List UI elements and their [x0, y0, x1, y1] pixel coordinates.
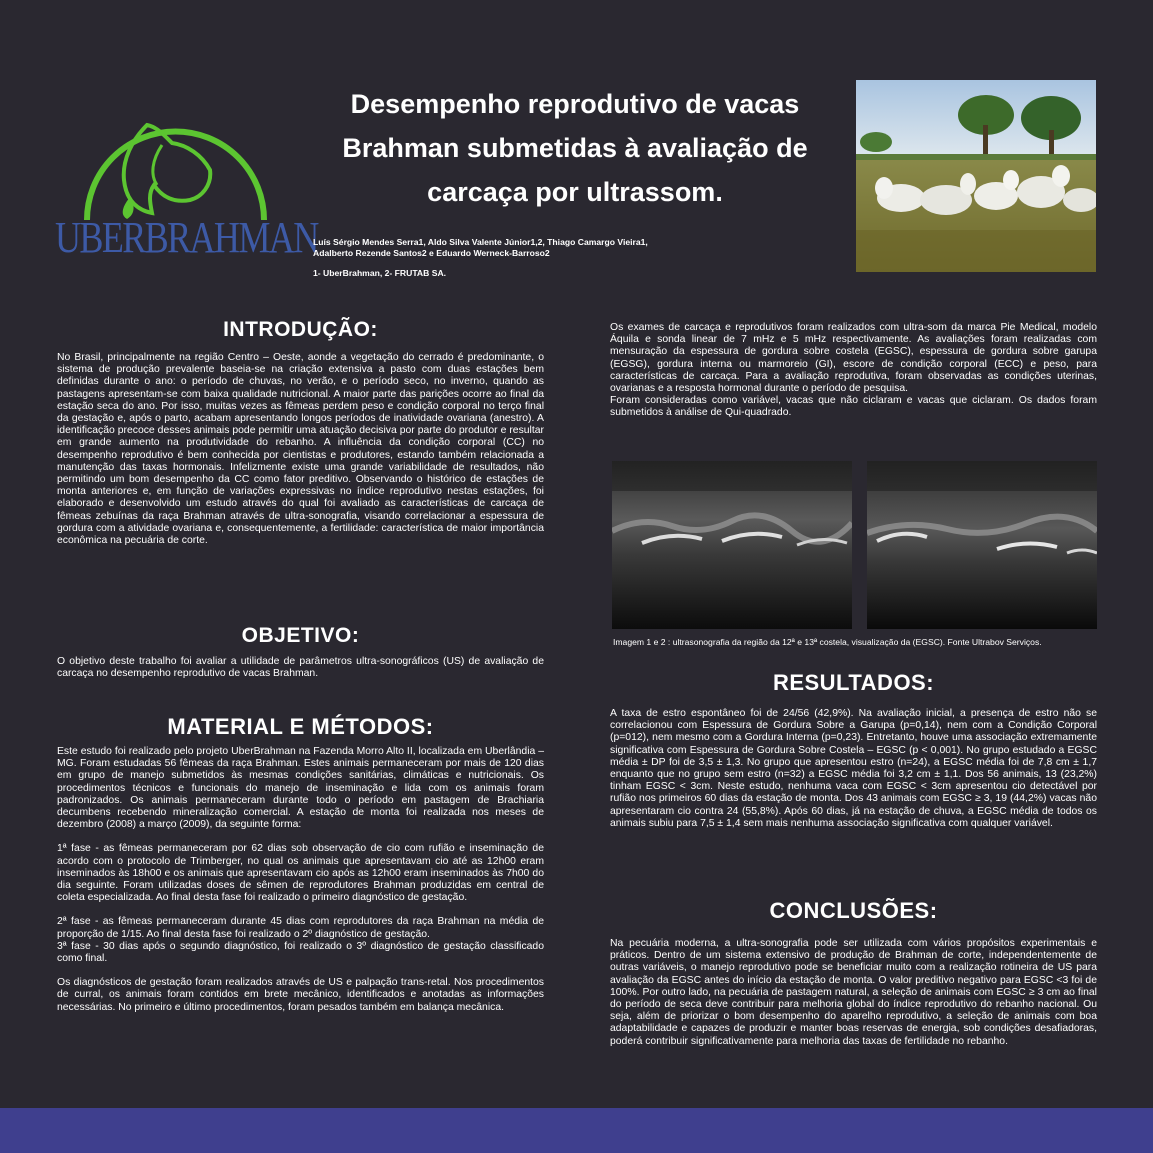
ultrasound-image-2: [867, 461, 1097, 629]
right-intro-p2: Foram consideradas como variável, vacas que não ciclaram e vacas que ciclaram. Os dados foram submetidos à análise de Qui-quadrado.: [610, 395, 1097, 419]
resultados-heading: RESULTADOS:: [772, 670, 935, 695]
authors: [313, 237, 833, 259]
conclusoes-heading: CONCLUSÕES:: [769, 898, 938, 923]
metodos-p1: Este estudo foi realizado pelo projeto UberBrahman na Fazenda Morro Alto II, localizada em Uberlândia – MG. Foram estudadas 56 fêmeas da raça Brahman. Estes animais permaneceram por mais de 120 dias em grupo de manejo submetidos às mesmas condições sanitárias, climáticas e nutricionais. Os procedimentos técnicos e funcionais do manejo de inseminação e lida com os animais foram padronizados. Os animais permaneceram durante todo o período em pastagem de Brachiaria decumbens recebendo mineralização comercial. A estação de monta foi realizada nos meses de dezembro (2008) a março (2009), da seguinte forma:: [57, 746, 544, 831]
authors-line-1: Luís Sérgio Mendes Serra1, Aldo Silva Valente Júnior1,2, Thiago Camargo Vieira1,: [313, 237, 648, 247]
metodos-section: [57, 714, 544, 1014]
introducao-text: No Brasil, principalmente na região Centro – Oeste, aonde a vegetação do cerrado é predominante, o sistema de produção prevalente baseia-se na criação extensiva a pasto com duas estações bem definidas durante o ano: o período de chuvas, no verão, e o período seco, no inverno, quando as pastagens apresentam-se com baixa qualidade nutricional. A maior parte das parições ocorre ao final da estação seca do ano. Por isso, muitas vezes as fêmeas perdem peso e condição corporal no terço final da gestação e, após o parto, acabam apresentando longos períodos de inatividade ovariana (anestro). A identificação precoce desses animais pode permitir uma atuação decisiva por parte do produtor e resultar em grande aumento na produtividade do rebanho. A influência da condição corporal (CC) no desempenho reprodutivo é bem conhecida por cientistas e produtores, estando também relacionada a manutenção das taxas hormonais. Infelizmente existe uma grande variabilidade de resultados, não permitindo um bom desempenho da CC como fator preditivo. Observando o histórico de estações de monta anteriores e, em função de variações expressivas no índice reprodutivo nestas estações, foi elaborado e desenvolvido um estudo através do qual foi avaliado as características de carcaça de fêmeas zebuínas da raça Brahman através de ultra-sonografia, visando correlacionar a espessura de gordura com a atividade ovariana e, consequentemente, a fertilidade: característica de maior importância econômica na pecuária de corte.: [57, 352, 544, 547]
metodos-p4: 3ª fase - 30 dias após o segundo diagnóstico, foi realizado o 3º diagnóstico de gestação classificado como final.: [57, 940, 544, 965]
resultados-text: A taxa de estro espontâneo foi de 24/56 (42,9%). Na avaliação inicial, a presença de estro não se correlacionou com Espessura de Gordura Sobre a Garupa (p=0,14), nem com a Condição Corporal (p=012), nem mesmo com a Gordura Interna (p=0,23). Entretanto, houve uma associação extremamente significativa com Espessura de Gordura Sobre Costela – EGSC (p < 0,001). No grupo estudado a EGSC média ± DP foi de 3,5 ± 1,3. No grupo que apresentou estro (n=24), a EGSC média foi de 7,8 cm ± 1,7 enquanto que no grupo sem estro (n=32) a EGSC média foi 3,2 cm ± 1,1. Dos 56 animais, 13 (23,2%) tinham EGSC < 3cm. Neste estudo, nenhuma vaca com EGSC < 3cm apresentou cio detectável por rufião nos primeiros 60 dias da estação de monta. Dos 43 animais com EGSC ≥ 3, 19 (44,2%) vacas não apresentaram cio contra 24 (55,8%). Após 60 dias, já na estação de chuva, a EGSC média de todos os animais subiu para 7,5 ± 1,4 sem mais nenhuma associação significativa com qualquer variável.: [610, 708, 1097, 829]
right-intro-p1: Os exames de carcaça e reprodutivos foram realizados com ultra-som da marca Pie Medical, modelo Áquila e sonda linear de 7 mHz e 5 mHz respectivamente. As avaliações foram realizadas com mensuração da espessura de gordura sobre costela (EGSC), espessura de gordura sobre garupa (EGSG), gordura interna ou marmoreio (GI), escore de condição corporal (ECC) e peso, para características de carcaça. Para a avaliação reprodutiva, foram observadas as condições uterinas, ovarianas e a resposta hormonal durante o período de pesquisa.: [610, 322, 1097, 395]
right-intro: [610, 322, 1097, 420]
affiliations: 1- UberBrahman, 2- FRUTAB SA.: [313, 268, 447, 278]
introducao-heading: INTRODUÇÃO:: [223, 318, 378, 341]
resultados-section: [610, 670, 1097, 830]
metodos-p3: 2ª fase - as fêmeas permaneceram durante 45 dias com reprodutores da raça Brahman na média de proporção de 1/15. Ao final desta fase foi realizado o 2º diagnóstico de gestação.: [57, 916, 544, 940]
objetivo-heading: OBJETIVO:: [241, 624, 360, 647]
brand-wordmark: UBERBRAHMAN: [55, 213, 318, 262]
objetivo-section: [57, 624, 544, 680]
left-column: [57, 318, 544, 547]
cattle-photo: [856, 80, 1096, 272]
objetivo-text: O objetivo deste trabalho foi avaliar a utilidade de parâmetros ultra-sonográficos (US) de avaliação de carcaça no desempenho reprodutivo de vacas Brahman.: [57, 656, 544, 680]
metodos-p5: Os diagnósticos de gestação foram realizados através de US e palpação trans-retal. Nos procedimentos de curral, os animais foram contidos em brete mecânico, identificados e anotadas as informações necessárias. No primeiro e último procedimentos, foram pesados também em balança mecânica.: [57, 977, 544, 1013]
poster-title: Desempenho reprodutivo de vacas Brahman submetidas à avaliação de carcaça por ultrassom.: [342, 89, 808, 207]
authors-line-2: Adalberto Rezende Santos2 e Eduardo Werneck-Barroso2: [313, 248, 550, 258]
ultrasound-image-1: [612, 461, 852, 629]
metodos-heading: MATERIAL E MÉTODOS:: [167, 714, 434, 739]
conclusoes-text: Na pecuária moderna, a ultra-sonografia pode ser utilizada com vários propósitos experimentais e práticos. Dentro de um sistema extensivo de produção de Brahman de corte, independentemente de outras variáveis, o manejo reprodutivo pode se beneficiar muito com a realização rotineira de US para avaliação da EGSC antes do início da estação de monta. O valor preditivo negativo para EGSC <3 foi de 100%. Por outro lado, na pecuária de pastagem natural, a seleção de animais com EGSC ≥ 3 cm ao final do período de seca deve contribuir para melhoria global do índice reprodutivo do rebanho nacional. Ou seja, além de priorizar o bom desempenho do aparelho reprodutivo, a seleção de animais com boa adaptabilidade e capazes de produzir e manter boas reservas de energia, sob condições desafiadoras, poderá contribuir significativamente para melhoria das taxas de fertilidade no rebanho.: [610, 938, 1097, 1047]
conclusoes-section: [610, 898, 1097, 1048]
footer-bar: [0, 1108, 1153, 1153]
metodos-p2: 1ª fase - as fêmeas permaneceram por 62 dias sob observação de cio com rufião e inseminação de acordo com o protocolo de Trimberger, no qual os animais que apresentavam cio até as 12h00 eram inseminados às 18h00 e os animais que apresentavam cio após as 12h00 eram inseminados às 7h00 do dia seguinte. Foram utilizadas doses de sêmen de reprodutores Brahman produzidas em central de coleta especializada. Ao final desta fase foi realizado o primeiro diagnóstico de gestação.: [57, 843, 544, 904]
ultrasound-caption: Imagem 1 e 2 : ultrasonografia da região da 12ª e 13ª costela, visualização da (EGSC). Fonte Ultrabov Serviços.: [613, 637, 1042, 647]
